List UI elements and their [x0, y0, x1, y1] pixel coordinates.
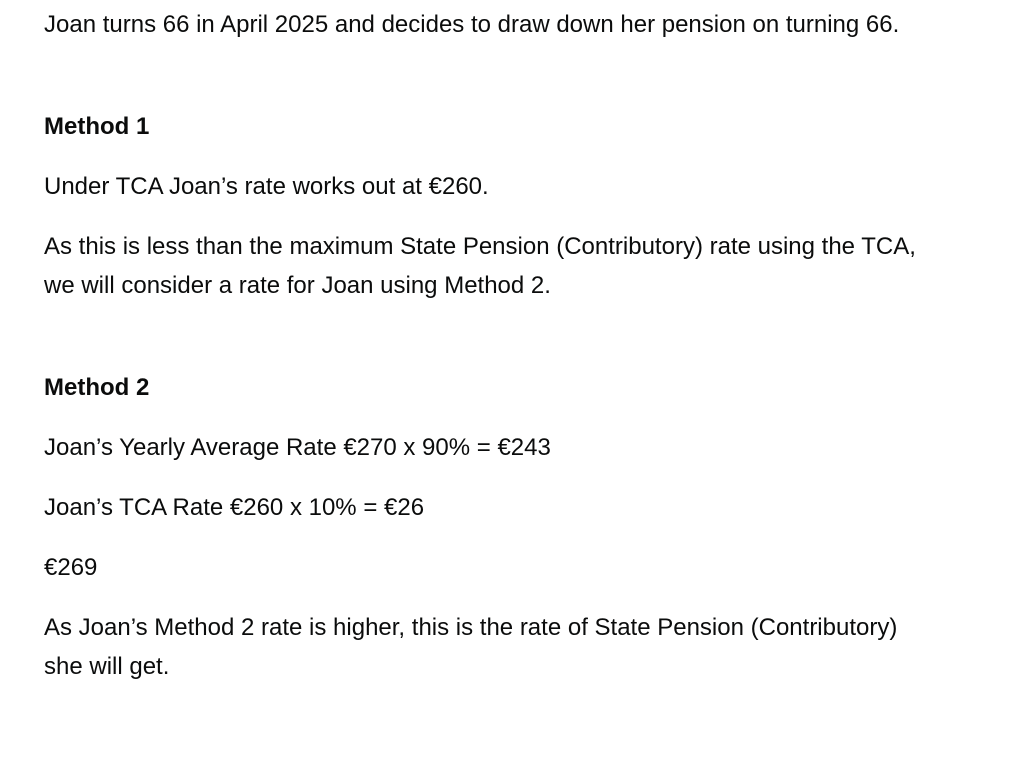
yearly-average-rate-line: Joan’s Yearly Average Rate €270 x 90% = €243	[44, 434, 551, 461]
method-1-heading: Method 1	[44, 113, 150, 140]
method-2-conclusion: As Joan’s Method 2 rate is higher, this is the rate of State Pension (Contributory) she will get.	[44, 614, 898, 680]
article-content	[44, 5, 924, 686]
method-1-rate-text: Under TCA Joan’s rate works out at €260.	[44, 173, 489, 200]
tca-rate-line: Joan’s TCA Rate €260 x 10% = €26	[44, 494, 425, 521]
method-2-total: €269	[44, 554, 98, 581]
method-1-note: As this is less than the maximum State Pension (Contributory) rate using the TCA, we will consider a rate for Joan using Method 2.	[44, 233, 916, 299]
intro-paragraph: Joan turns 66 in April 2025 and decides to draw down her pension on turning 66.	[44, 11, 900, 38]
method-2-heading: Method 2	[44, 374, 150, 401]
